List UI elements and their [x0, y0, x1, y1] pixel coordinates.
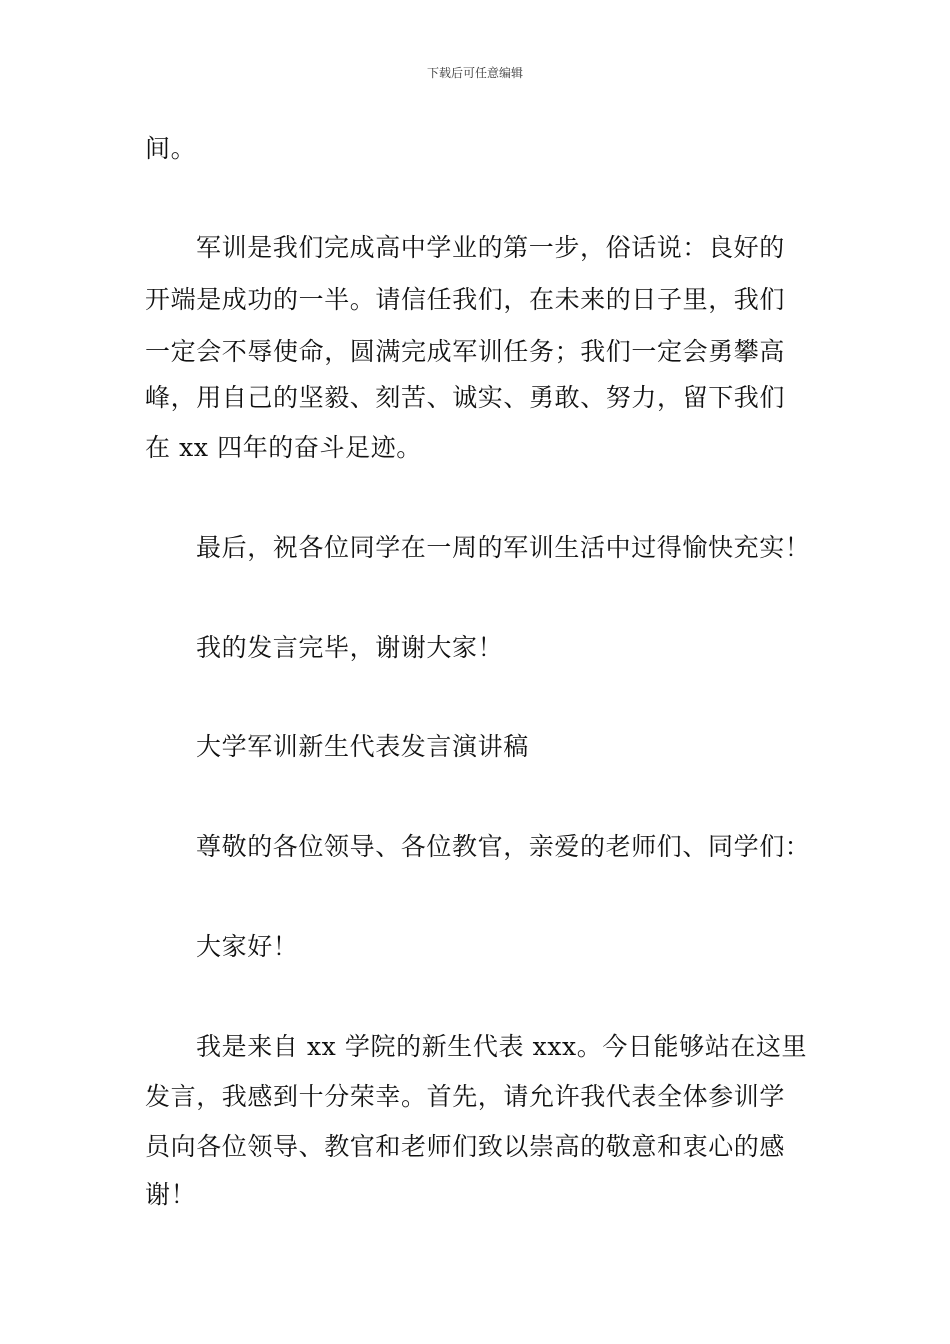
text-line: 一定会不辱使命，圆满完成军训任务；我们一定会勇攀高: [145, 337, 786, 366]
text-line: 员向各位领导、教官和老师们致以崇高的敬意和衷心的感: [145, 1132, 786, 1161]
page-header: 下载后可任意编辑: [426, 66, 523, 80]
paragraph-first-line: 我的发言完毕，谢谢大家！: [196, 633, 504, 662]
paragraph-first-line: 我是来自 xx 学院的新生代表 xxx。今日能够站在这里: [196, 1032, 808, 1061]
speech-title: 大学军训新生代表发言演讲稿: [196, 732, 529, 761]
paragraph-first-line: 军训是我们完成高中学业的第一步，俗话说：良好的: [196, 233, 785, 262]
greeting: 大家好！: [196, 932, 299, 961]
text-line: 发言，我感到十分荣幸。首先，请允许我代表全体参训学: [145, 1082, 786, 1111]
salutation: 尊敬的各位领导、各位教官，亲爱的老师们、同学们：: [196, 832, 811, 861]
text-line: 间。: [145, 134, 197, 163]
text-line: 谢！: [145, 1180, 197, 1209]
text-line: 开端是成功的一半。请信任我们，在未来的日子里，我们: [145, 285, 786, 314]
paragraph-first-line: 最后，祝各位同学在一周的军训生活中过得愉快充实！: [196, 533, 811, 562]
text-line: 峰，用自己的坚毅、刻苦、诚实、勇敢、努力，留下我们: [145, 383, 786, 412]
text-line: 在 xx 四年的奋斗足迹。: [145, 433, 422, 462]
